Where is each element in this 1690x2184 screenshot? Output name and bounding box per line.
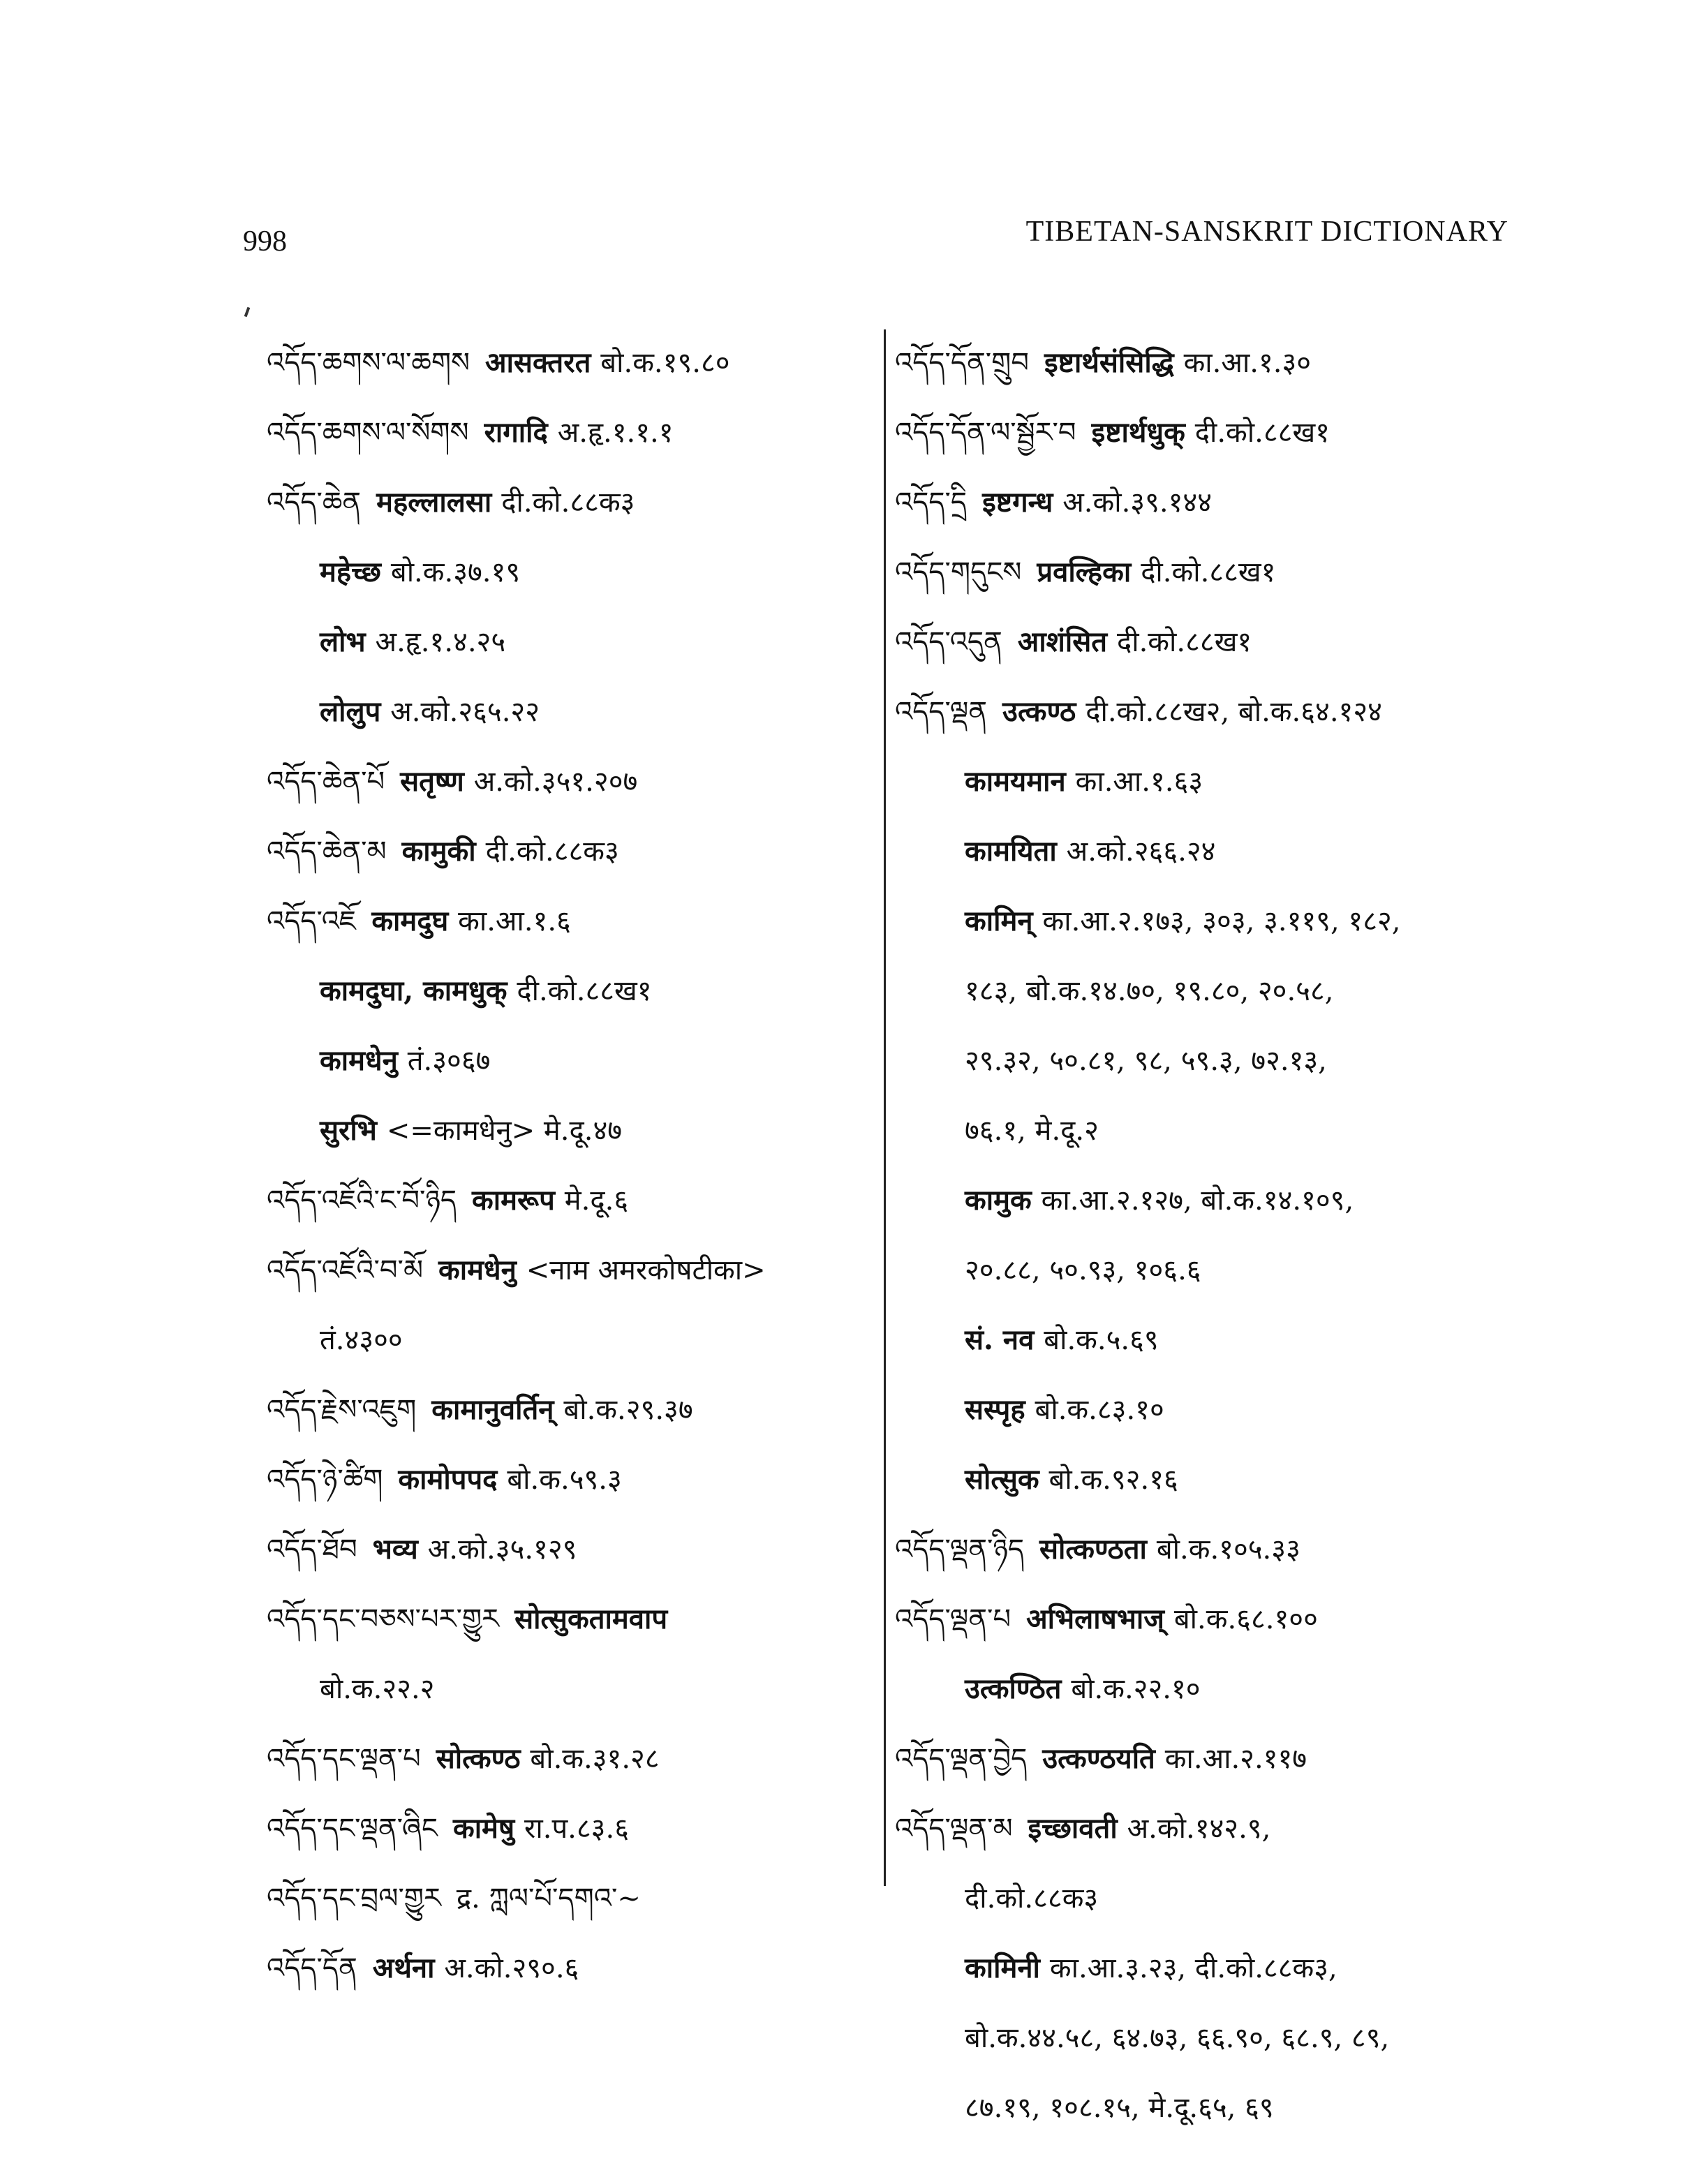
sanskrit-equivalent: लोभ [320, 625, 376, 658]
source-reference: बो.क.२२.१० [1071, 1673, 1201, 1705]
source-reference: अ.को.२९०.६ [444, 1952, 579, 1984]
source-reference: तं.४३०० [320, 1324, 403, 1356]
tibetan-headword: འདོད་དོན་ལ་སྦྱོར་བ [895, 417, 1076, 449]
dictionary-subentry [267, 537, 881, 607]
tibetan-headword: འདོད་དང་བཅས་པར་གྱུར [267, 1603, 500, 1635]
left-column [267, 328, 881, 1984]
sanskrit-equivalent: महल्लालसा [376, 486, 502, 519]
dictionary-entry [895, 1724, 1523, 1794]
sanskrit-equivalent: उत्कण्ठयति [1042, 1742, 1165, 1775]
sanskrit-equivalent: कामरूप [472, 1184, 565, 1217]
tibetan-headword: འདོད་འཇོའི་ང་བོ་ཉིད [267, 1184, 457, 1217]
source-reference: रा.प.८३.६ [524, 1813, 630, 1845]
tibetan-headword: འདོད་དང་བྲལ་གྱུར [267, 1882, 441, 1915]
dictionary-subentry [895, 1445, 1523, 1515]
dictionary-subentry [895, 1305, 1523, 1375]
source-reference: १८३, बो.क.१४.७०, १९.८०, २०.५८, [965, 975, 1334, 1007]
source-reference: दी.को.८८ख२, बो.क.६४.१२४ [1085, 696, 1382, 728]
dictionary-subentry [895, 1375, 1523, 1445]
tibetan-headword: འདོད་དོན [267, 1952, 357, 1984]
source-reference: बो.क.१९.८० [600, 347, 730, 379]
dictionary-entry [267, 1515, 881, 1584]
source-reference: ७६.१, मे.दू.२ [965, 1115, 1099, 1147]
sanskrit-equivalent: कामयिता [965, 835, 1067, 868]
sanskrit-equivalent: कामोपपद [398, 1463, 507, 1496]
sanskrit-equivalent: सस्पृह [965, 1393, 1035, 1426]
sanskrit-equivalent: इष्टगन्ध [982, 486, 1063, 519]
dictionary-entry [895, 607, 1523, 677]
tibetan-headword: འདོད་ལྡན [895, 696, 988, 728]
dictionary-subentry [895, 1654, 1523, 1724]
sanskrit-equivalent: कामयमान [965, 765, 1076, 798]
tibetan-headword: འདོད་དང་ལྡན་ཞིང [267, 1813, 438, 1845]
dictionary-entry [267, 886, 881, 956]
source-reference: २९.३२, ५०.८१, ९८, ५९.३, ७२.१३, [965, 1045, 1327, 1077]
dictionary-entry [895, 537, 1523, 607]
running-title: TIBETAN-SANSKRIT DICTIONARY [1025, 216, 1509, 248]
dictionary-entry [895, 398, 1523, 468]
dictionary-subentry [895, 956, 1523, 1026]
sanskrit-equivalent: सोत्कण्ठ [436, 1742, 531, 1775]
dictionary-subentry [267, 677, 881, 747]
source-reference: अ.हृ.१.१.१ [557, 417, 674, 449]
dictionary-subentry [895, 1933, 1523, 2003]
dictionary-subentry [895, 1026, 1523, 1096]
right-column [895, 328, 1523, 2124]
source-reference: अ.को.२६६.२४ [1066, 835, 1216, 868]
source-reference: अ.को.३५.१२९ [427, 1533, 577, 1566]
dictionary-subentry [267, 1305, 881, 1375]
source-reference: द्र. ཀླལ་པོ་དགའ་~ [456, 1882, 641, 1915]
dictionary-entry [267, 1235, 881, 1305]
source-reference: बो.क.८३.१० [1035, 1394, 1164, 1426]
sanskrit-equivalent: कामिन् [965, 905, 1043, 937]
source-reference: ८७.१९, १०८.१५, मे.दू.६५, ६९ [965, 2092, 1274, 2124]
sanskrit-equivalent: लोलुप [320, 695, 391, 728]
dictionary-entry [895, 1515, 1523, 1584]
sanskrit-equivalent: कामुक [965, 1184, 1042, 1217]
sanskrit-equivalent: आशंसित [1017, 625, 1117, 658]
source-reference: बो.क.३७.१९ [390, 556, 521, 588]
tibetan-headword: འདོད་གདུངས [895, 556, 1022, 588]
dictionary-subentry [895, 2003, 1523, 2073]
sanskrit-equivalent: कामानुवर्तिन् [431, 1393, 564, 1426]
source-reference: का.आ.२.१७३, ३०३, ३.११९, १८२, [1042, 905, 1401, 937]
dictionary-entry [895, 328, 1523, 398]
tibetan-headword: འདོད་ཆགས་ལ་ཆགས [267, 347, 470, 379]
source-reference: <नाम अमरकोषटीका> [526, 1254, 766, 1286]
source-reference: दी.को.८८ख१ [1116, 626, 1252, 658]
sanskrit-equivalent: प्रवल्हिका [1037, 556, 1141, 588]
tibetan-headword: འདོད་ཆེན [267, 486, 362, 519]
dictionary-subentry [895, 817, 1523, 886]
source-reference: दी.को.८८ख१ [1141, 556, 1276, 588]
tibetan-headword: འདོད་ཆེན་མ [267, 835, 387, 868]
tibetan-headword: འདོད་ལྡན་པ [895, 1603, 1011, 1635]
source-reference: अ.हृ.१.४.२५ [375, 626, 506, 658]
sanskrit-equivalent: सतृष्ण [400, 765, 474, 798]
dictionary-subentry [895, 1166, 1523, 1235]
source-reference: अ.को.१४२.९, [1127, 1813, 1271, 1845]
sanskrit-equivalent: सोत्कण्ठता [1039, 1533, 1157, 1566]
source-reference: दी.को.८८क३ [485, 835, 619, 868]
dictionary-entry [267, 1584, 881, 1654]
tibetan-headword: འདོད་ཐོབ [267, 1533, 357, 1566]
page-number: 998 [243, 225, 287, 258]
sanskrit-equivalent: इच्छावती [1028, 1812, 1127, 1845]
sanskrit-equivalent: रागादि [484, 416, 558, 449]
source-reference: बो.क.५९.३ [507, 1464, 622, 1496]
margin-mark [244, 307, 251, 318]
dictionary-entry [267, 1445, 881, 1515]
source-reference: बो.क.३१.२८ [530, 1743, 660, 1775]
tibetan-headword: འདོད་ཉེ་ཚིག [267, 1464, 383, 1496]
sanskrit-equivalent: अभिलाषभाज् [1026, 1603, 1174, 1635]
tibetan-headword: འདོད་འདུན [895, 626, 1002, 658]
source-reference: अ.को.३९.१४४ [1062, 486, 1213, 519]
tibetan-headword: འདོད་ལྡན་བྱེད [895, 1743, 1028, 1775]
sanskrit-equivalent: कामिनी [965, 1952, 1050, 1984]
source-reference: बो.क.९२.१६ [1048, 1464, 1178, 1496]
dictionary-entry [895, 1584, 1523, 1654]
dictionary-entry [895, 677, 1523, 747]
tibetan-headword: འདོད་འཇོའི་བ་མོ [267, 1254, 424, 1286]
dictionary-entry [267, 817, 881, 886]
sanskrit-equivalent: सोत्सुक [965, 1463, 1049, 1496]
dictionary-entry [267, 747, 881, 817]
source-reference: बो.क.६८.१०० [1173, 1603, 1318, 1635]
dictionary-entry [267, 468, 881, 537]
source-reference: का.आ.२.१२७, बो.क.१४.१०९, [1041, 1184, 1354, 1217]
source-reference: बो.क.२९.३७ [563, 1394, 693, 1426]
dictionary-entry [267, 1864, 881, 1933]
dictionary-entry [267, 1375, 881, 1445]
source-reference: मे.दू.६ [564, 1184, 629, 1217]
source-reference: <=कामधेनु> मे.दू.४७ [386, 1115, 623, 1147]
sanskrit-equivalent: आसक्तरत [485, 346, 601, 379]
sanskrit-equivalent: सुरभि [320, 1114, 387, 1147]
source-reference: २०.८८, ५०.९३, १०६.६ [965, 1254, 1201, 1286]
sanskrit-equivalent: कामुकी [401, 835, 486, 868]
dictionary-entry [267, 1724, 881, 1794]
source-reference: बो.क.१०५.३३ [1156, 1533, 1300, 1566]
tibetan-headword: འདོད་དང་ལྡན་པ [267, 1743, 421, 1775]
source-reference: का.आ.३.२३, दी.को.८८क३, [1049, 1952, 1337, 1984]
dictionary-subentry [267, 1026, 881, 1096]
sanskrit-equivalent: भव्य [372, 1533, 428, 1566]
source-reference: बो.क.४४.५८, ६४.७३, ६६.९०, ६८.९, ८९, [965, 2022, 1390, 2054]
source-reference: तं.३०६७ [407, 1045, 491, 1077]
dictionary-entry [267, 398, 881, 468]
dictionary-subentry [895, 2073, 1523, 2143]
dictionary-entry [267, 1933, 881, 2003]
dictionary-entry [267, 1166, 881, 1235]
tibetan-headword: འདོད་ཆགས་ལ་སོགས [267, 417, 469, 449]
source-reference: बो.क.५.६९ [1044, 1324, 1159, 1356]
sanskrit-equivalent: अर्थना [372, 1952, 445, 1984]
dictionary-subentry [895, 886, 1523, 956]
dictionary-subentry [895, 1096, 1523, 1166]
tibetan-headword: འདོད་འཇོ [267, 905, 357, 937]
source-reference: दी.को.८८ख१ [1194, 417, 1330, 449]
sanskrit-equivalent: कामधेनु [438, 1254, 526, 1286]
source-reference: का.आ.२.११७ [1164, 1743, 1307, 1775]
source-reference: दी.को.८८क३ [501, 486, 635, 519]
sanskrit-equivalent: कामदुघा, कामधुक् [320, 974, 517, 1007]
sanskrit-equivalent: कामधेनु [320, 1044, 408, 1077]
tibetan-headword: འདོད་ལྡན་ཉིད [895, 1533, 1024, 1566]
dictionary-subentry [267, 607, 881, 677]
dictionary-subentry [267, 956, 881, 1026]
sanskrit-equivalent: कामेषु [452, 1812, 525, 1845]
dictionary-subentry [267, 1654, 881, 1724]
source-reference: दी.को.८८ख१ [517, 975, 652, 1007]
source-reference: अ.को.३५१.२०७ [473, 766, 638, 798]
tibetan-headword: འདོད་ཆེན་པོ [267, 766, 385, 798]
dictionary-entry [267, 1794, 881, 1864]
dictionary-entry [895, 1794, 1523, 1864]
source-reference: का.आ.१.३० [1183, 347, 1312, 379]
sanskrit-equivalent: सं. नव [965, 1323, 1044, 1356]
sanskrit-equivalent: इष्टार्थधुक् [1091, 416, 1195, 449]
sanskrit-equivalent: उत्कण्ठित [965, 1672, 1072, 1705]
dictionary-entry [895, 468, 1523, 537]
source-reference: का.आ.१.६ [458, 905, 571, 937]
dictionary-entry [267, 328, 881, 398]
tibetan-headword: འདོད་དོན་གྲུབ [895, 347, 1029, 379]
dictionary-subentry [267, 1096, 881, 1166]
source-reference: अ.को.२६५.२२ [390, 696, 540, 728]
dictionary-subentry [895, 1235, 1523, 1305]
source-reference: दी.को.८८क३ [965, 1882, 1099, 1915]
tibetan-headword: འདོད་རྗེས་འཇུག [267, 1394, 417, 1426]
source-reference: का.आ.१.६३ [1075, 766, 1203, 798]
tibetan-headword: འདོད་དྲི [895, 486, 968, 519]
dictionary-subentry [895, 747, 1523, 817]
sanskrit-equivalent: उत्कण्ठ [1002, 695, 1086, 728]
dictionary-subentry [895, 1864, 1523, 1933]
tibetan-headword: འདོད་ལྡན་མ [895, 1813, 1013, 1845]
sanskrit-equivalent: महेच्छ [320, 556, 391, 588]
sanskrit-equivalent: सोत्सुकतामवाप [514, 1603, 668, 1635]
source-reference: बो.क.२२.२ [320, 1673, 435, 1705]
sanskrit-equivalent: कामदुघ [371, 905, 459, 937]
column-divider [884, 329, 886, 1886]
sanskrit-equivalent: इष्टार्थसंसिद्धि [1044, 346, 1184, 379]
